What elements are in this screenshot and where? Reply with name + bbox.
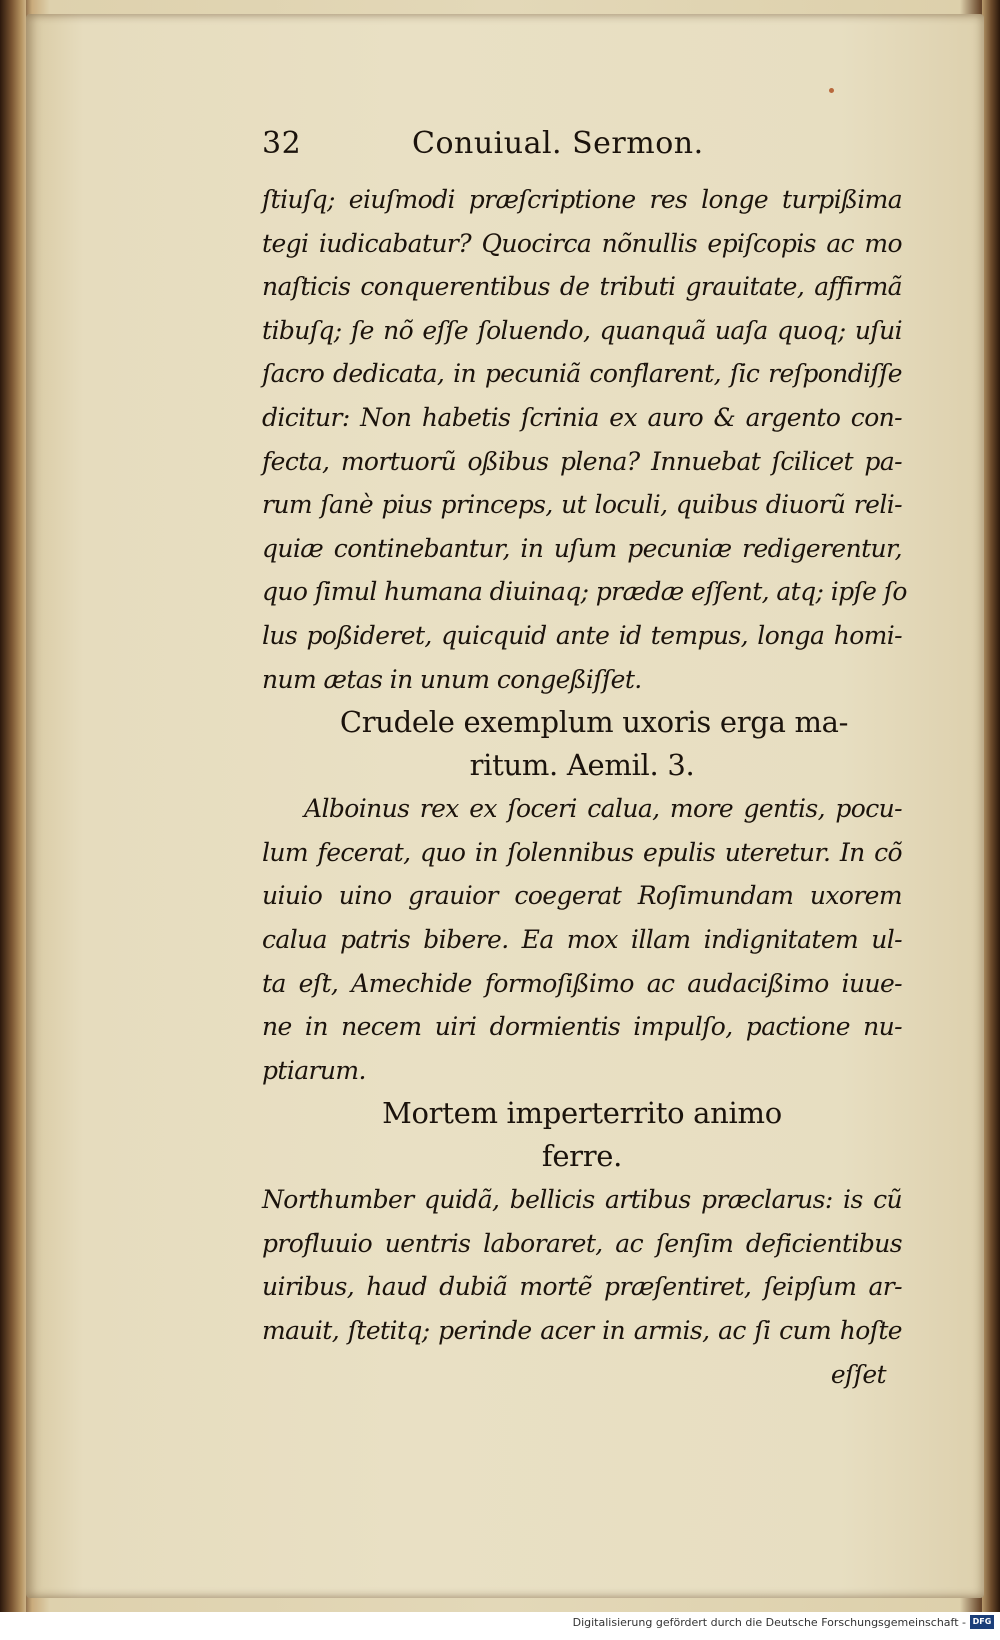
heading-line: Mortem imperterrito animo — [382, 1096, 782, 1131]
text-line: uiuio uino grauior coegerat Roſimundam uxorem — [262, 881, 902, 911]
text-line: profluuio uentris laboraret, ac ſenſim deficientibus — [262, 1228, 902, 1258]
section-heading-mortem — [262, 1092, 902, 1178]
book-edge-right — [982, 0, 1000, 1612]
heading-line: ferre. — [541, 1139, 623, 1174]
text-line: rum ſanè pius princeps, ut loculi, quibus diuorũ reli- — [262, 490, 902, 520]
paragraph-continued — [262, 178, 907, 701]
digitization-footer — [0, 1612, 1000, 1640]
paragraph-alboinus — [262, 787, 902, 1092]
text-line: tegi iudicabatur? Quocirca nõnullis epiſcopis ac mo — [262, 228, 902, 258]
text-line: dicitur: Non habetis ſcrinia ex auro & argento con- — [262, 402, 902, 432]
dfg-logo-icon: DFG — [970, 1615, 994, 1629]
text-line: lus poßideret, quicquid ante id tempus, longa homi- — [262, 620, 902, 650]
text-line: fecta, mortuorũ oßibus plena? Innuebat ſcilicet pa- — [262, 446, 902, 476]
text-line: tibuſq; ſe nõ eſſe ſoluendo, quanquã uaſa quoq; uſui — [262, 315, 902, 345]
text-line: ſtiuſq; eiuſmodi præſcriptione res longe turpißima — [262, 185, 902, 214]
text-line: uiribus, haud dubiã mortẽ præſentiret, ſeipſum ar- — [262, 1272, 902, 1302]
section-heading-crudele — [262, 701, 902, 787]
text-line: quiæ continebantur, in uſum pecuniæ redigerentur, — [262, 533, 902, 563]
heading-line: Crudele exemplum uxoris erga ma- — [339, 705, 849, 740]
paper-stain — [829, 88, 834, 93]
text-line: ptiarum. — [262, 1055, 366, 1085]
text-line: naſticis conquerentibus de tributi grauitate, affirmã — [262, 272, 902, 302]
text-line: mauit, ſtetitq; perinde acer in armis, ac ſi cum hoſte — [262, 1316, 902, 1346]
page-text-block — [262, 126, 907, 1396]
text-line: Alboinus rex ex ſoceri calua, more gentis, pocu- — [304, 794, 902, 824]
catchword: eſſet — [830, 1359, 886, 1389]
text-line: Northumber quidã, bellicis artibus præclarus: is cũ — [262, 1185, 902, 1215]
text-line: ſacro dedicata, in pecuniã conflarent, ſic reſpondiſſe — [262, 359, 902, 389]
text-line: lum fecerat, quo in ſolennibus epulis uteretur. In cõ — [262, 837, 902, 867]
running-title: Conuiual. Sermon. — [412, 126, 704, 161]
page-number: 32 — [262, 126, 302, 161]
heading-line: ritum. Aemil. 3. — [469, 748, 695, 783]
footer-credit: Digitalisierung gefördert durch die Deutsche Forschungsgemeinschaft - — [572, 1616, 966, 1629]
text-line: ne in necem uiri dormientis impulſo, pactione nu- — [262, 1012, 902, 1042]
text-line: quo ſimul humana diuinaq; prædæ eſſent, atq; ipſe ſo — [262, 577, 907, 607]
text-line: num ætas in unum congeßiſſet. — [262, 664, 642, 694]
text-line: calua patris bibere. Ea mox illam indignitatem ul- — [262, 924, 902, 954]
running-head — [262, 126, 902, 178]
book-binding-left — [0, 0, 26, 1612]
paragraph-northumber — [262, 1178, 902, 1396]
text-line: ta eſt, Amechide formoſißimo ac audacißimo iuue- — [262, 968, 902, 998]
